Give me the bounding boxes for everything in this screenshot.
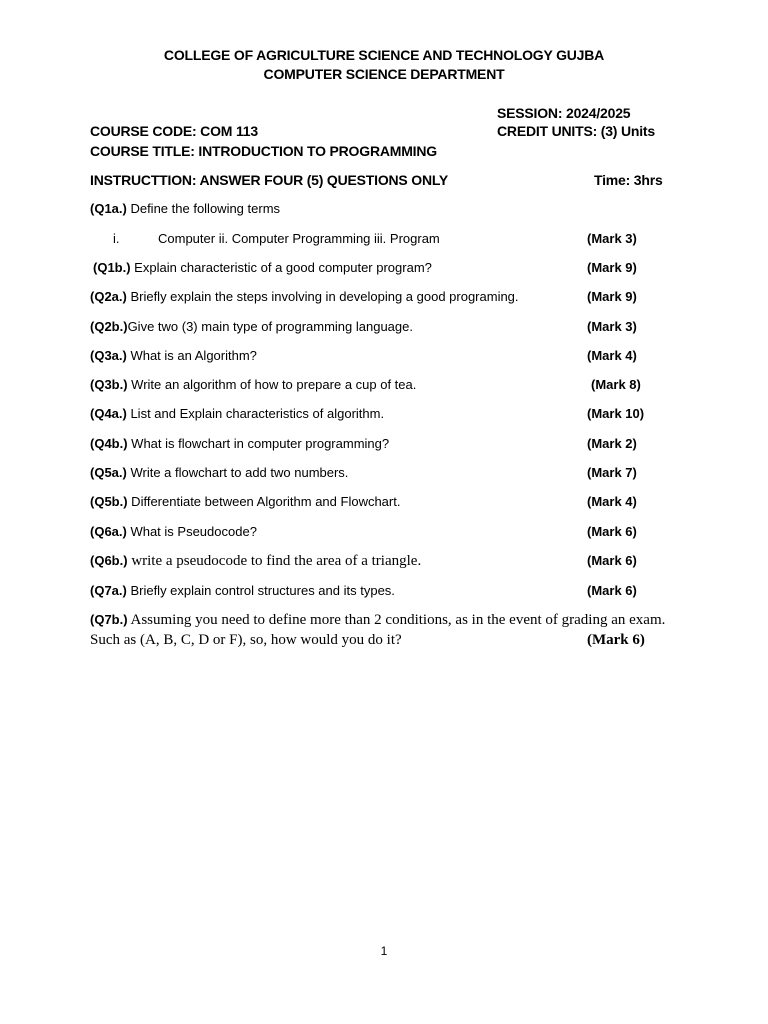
question-q6b (90, 553, 421, 570)
question-label: (Q6b.) (90, 553, 128, 568)
question-q6a (90, 524, 257, 539)
mark-q7a: (Mark 6) (587, 583, 637, 598)
question-q7b-continued: Such as (A, B, C, D or F), so, how would you do it? (90, 632, 402, 648)
college-name: COLLEGE OF AGRICULTURE SCIENCE AND TECHNOLOGY GUJBA (163, 47, 605, 63)
mark-q2a: (Mark 9) (587, 289, 637, 304)
question-text: List and Explain characteristics of algorithm. (126, 406, 385, 421)
question-label: (Q4b.) (90, 436, 128, 451)
course-title: COURSE TITLE: INTRODUCTION TO PROGRAMMING (90, 143, 437, 159)
question-text: Differentiate between Algorithm and Flowchart. (127, 494, 401, 509)
mark-q5a: (Mark 7) (587, 465, 637, 480)
page-number: 1 (380, 944, 388, 958)
question-q1a-terms (158, 231, 440, 246)
question-q3b (90, 377, 416, 392)
session: SESSION: 2024/2025 (497, 105, 631, 121)
question-text: write a pseudocode to find the area of a triangle. (127, 553, 422, 569)
question-label: (Q2b.) (90, 319, 128, 334)
question-label: (Q3a.) (90, 348, 127, 363)
question-label: (Q2a.) (90, 289, 127, 304)
question-q1b (93, 260, 432, 275)
instruction: INSTRUCTTION: ANSWER FOUR (5) QUESTIONS ONLY (90, 172, 449, 188)
question-label: (Q4a.) (90, 406, 127, 421)
question-label: (Q1a.) (90, 201, 127, 216)
credit-units: CREDIT UNITS: (3) Units (497, 123, 655, 139)
question-text: What is flowchart in computer programming? (127, 436, 390, 451)
exam-time: Time: 3hrs (594, 172, 663, 188)
mark-q7b: (Mark 6) (587, 632, 645, 648)
question-label: (Q5a.) (90, 465, 127, 480)
question-text: Define the following terms (126, 201, 281, 216)
question-text: Assuming you need to define more than 2 conditions, as in the event of grading an exam. (127, 612, 666, 628)
question-text: Briefly explain control structures and its types. (126, 583, 395, 598)
mark-q4b: (Mark 2) (587, 436, 637, 451)
question-text: Give two (3) main type of programming language. (127, 319, 413, 334)
mark-q3b: (Mark 8) (591, 377, 641, 392)
course-code: COURSE CODE: COM 113 (90, 123, 258, 139)
question-q2a (90, 289, 519, 304)
question-text: Write an algorithm of how to prepare a cup of tea. (127, 377, 417, 392)
mark-q6b: (Mark 6) (587, 553, 637, 568)
mark-q6a: (Mark 6) (587, 524, 637, 539)
question-q7b (90, 612, 665, 629)
question-q5a (90, 465, 348, 480)
question-label: (Q7b.) (90, 612, 128, 627)
mark-q3a: (Mark 4) (587, 348, 637, 363)
mark-q1b: (Mark 9) (587, 260, 637, 275)
question-text: Write a flowchart to add two numbers. (126, 465, 349, 480)
question-text: Computer ii. Computer Programming iii. Program (158, 231, 440, 246)
question-label: (Q1b.) (93, 260, 131, 275)
question-label: (Q6a.) (90, 524, 127, 539)
question-q7a (90, 583, 395, 598)
question-label: (Q3b.) (90, 377, 128, 392)
question-q2b (90, 319, 413, 334)
question-text: Explain characteristic of a good computer program? (130, 260, 432, 275)
list-marker: i. (113, 231, 120, 246)
mark-q4a: (Mark 10) (587, 406, 645, 421)
mark-q5b: (Mark 4) (587, 494, 637, 509)
question-text: What is an Algorithm? (126, 348, 257, 363)
question-label: (Q7a.) (90, 583, 127, 598)
question-q4a (90, 406, 384, 421)
mark-q1a: (Mark 3) (587, 231, 637, 246)
question-q3a (90, 348, 257, 363)
question-text: What is Pseudocode? (126, 524, 257, 539)
mark-q2b: (Mark 3) (587, 319, 637, 334)
question-q4b (90, 436, 389, 451)
question-text: Briefly explain the steps involving in developing a good programing. (126, 289, 519, 304)
question-q1a (90, 201, 280, 216)
question-label: (Q5b.) (90, 494, 128, 509)
question-q1a-items (113, 231, 120, 246)
department-name: COMPUTER SCIENCE DEPARTMENT (263, 66, 505, 82)
question-q5b (90, 494, 400, 509)
